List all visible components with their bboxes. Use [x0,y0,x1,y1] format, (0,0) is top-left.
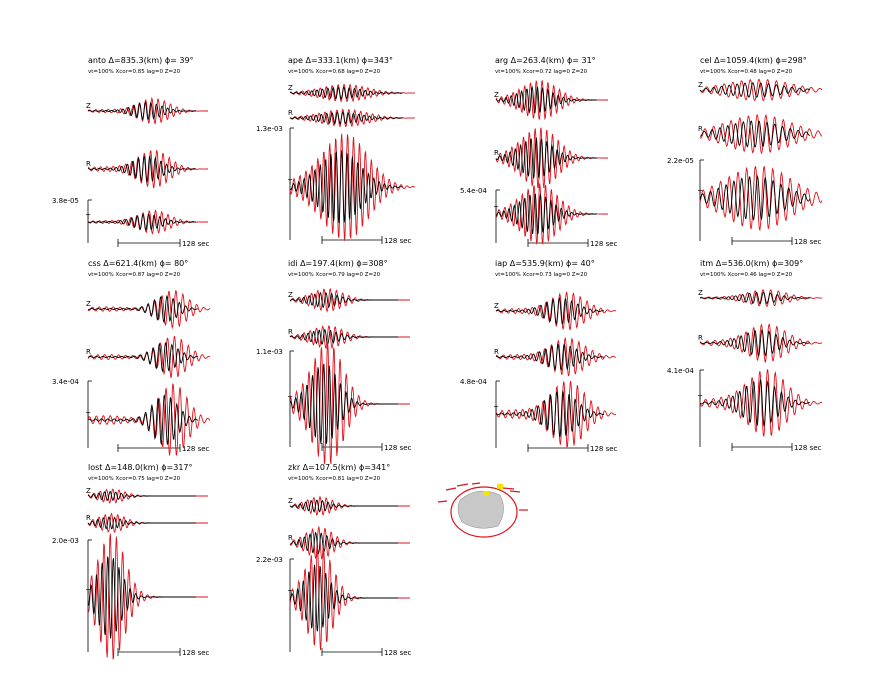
station-panel-lost [52,463,210,659]
time-scale-label: 128 sec [182,445,210,453]
component-label-R: R [288,534,293,542]
panel-title: iap Δ=535.9(km) ϕ= 40° [495,259,595,268]
panel-title: zkr Δ=107.5(km) ϕ=341° [288,463,391,472]
component-label-R: R [288,109,293,117]
focal-mechanism-beachball [438,483,528,537]
time-scale-label: 128 sec [182,649,210,657]
time-scale-label: 128 sec [182,240,210,248]
component-label-R: R [86,348,91,356]
component-label-T: T [288,589,293,597]
station-panel-iap [460,259,618,453]
panel-title: anto Δ=835.3(km) ϕ= 39° [88,56,194,65]
component-label-T: T [698,189,703,197]
component-label-T: T [494,405,499,413]
station-panel-idi [256,259,412,464]
observed-trace-R [88,156,196,182]
synthetic-trace-R [496,338,616,376]
time-scale-label: 128 sec [384,444,412,452]
panel-subtitle: vt=100% Xcor=0.46 lag=0 Z=20 [700,272,793,278]
component-label-T: T [698,394,703,402]
component-label-R: R [494,348,499,356]
amplitude-label: 4.8e-04 [460,378,487,386]
amplitude-label: 2.2e-05 [667,157,694,165]
panel-subtitle: vt=100% Xcor=0.85 lag=0 Z=20 [88,69,181,75]
amplitude-label: 1.1e-03 [256,348,283,356]
panel-title: itm Δ=536.0(km) ϕ=309° [700,259,804,268]
component-label-R: R [494,149,499,157]
component-label-Z: Z [86,487,91,495]
panel-subtitle: vt=100% Xcor=0.68 lag=0 Z=20 [288,69,381,75]
panel-subtitle: vt=100% Xcor=0.73 lag=0 Z=20 [495,272,588,278]
time-scale-label: 128 sec [590,445,618,453]
panel-title: idi Δ=197.4(km) ϕ=308° [288,259,388,268]
panel-subtitle: vt=100% Xcor=0.48 lag=0 Z=20 [700,69,793,75]
amplitude-label: 3.4e-04 [52,378,79,386]
observed-trace-T [700,176,810,219]
observed-trace-R [496,138,597,179]
component-label-Z: Z [698,81,703,89]
observed-trace-T [88,214,196,230]
panel-title: cel Δ=1059.4(km) ϕ=298° [700,56,807,65]
observed-trace-Z [700,292,810,304]
panel-subtitle: vt=100% Xcor=0.87 lag=0 Z=20 [88,272,181,278]
panel-subtitle: vt=100% Xcor=0.72 lag=0 Z=20 [495,69,588,75]
component-label-R: R [86,514,91,522]
observed-trace-R [290,533,398,554]
component-label-Z: Z [288,291,293,299]
component-label-R: R [288,328,293,336]
panel-subtitle: vt=100% Xcor=0.75 lag=0 Z=20 [88,476,181,482]
component-label-Z: Z [288,497,293,505]
panel-title: arg Δ=263.4(km) ϕ= 31° [495,56,596,65]
time-scale-label: 128 sec [384,649,412,657]
component-label-T: T [494,205,499,213]
component-label-T: T [288,395,293,403]
component-label-T: T [288,178,293,186]
time-scale-label: 128 sec [384,237,412,245]
component-label-Z: Z [86,102,91,110]
station-panel-zkr [256,463,412,657]
component-label-Z: Z [494,91,499,99]
amplitude-label: 5.4e-04 [460,187,487,195]
panel-subtitle: vt=100% Xcor=0.81 lag=0 Z=20 [288,476,381,482]
time-scale-label: 128 sec [590,240,618,248]
component-label-Z: Z [86,300,91,308]
station-panel-anto [52,56,210,248]
observed-trace-T [496,194,597,234]
station-panel-ape [256,56,415,245]
amplitude-label: 2.0e-03 [52,537,79,545]
synthetic-trace-T [700,166,822,230]
amplitude-label: 2.2e-03 [256,556,283,564]
observed-trace-T [88,557,196,639]
observed-trace-Z [290,293,398,308]
station-panel-itm [667,259,822,452]
component-label-R: R [698,334,703,342]
station-panel-arg [460,56,618,248]
observed-trace-R [88,343,198,371]
time-scale-label: 128 sec [794,238,822,246]
time-scale-label: 128 sec [794,444,822,452]
component-label-Z: Z [494,302,499,310]
panel-title: lost Δ=148.0(km) ϕ=317° [88,463,193,472]
component-label-T: T [86,213,91,221]
amplitude-label: 1.3e-03 [256,125,283,133]
amplitude-label: 3.8e-05 [52,197,79,205]
observed-trace-R [88,517,196,529]
component-label-Z: Z [288,84,293,92]
observed-trace-Z [88,103,196,120]
component-label-T: T [86,411,91,419]
station-panel-cel [667,56,822,246]
component-label-R: R [86,160,91,168]
panel-title: ape Δ=333.1(km) ϕ=343° [288,56,393,65]
component-label-T: T [86,588,91,596]
observed-trace-R [290,112,403,124]
component-label-R: R [698,125,703,133]
station-panel-css [52,259,210,455]
panel-title: css Δ=621.4(km) ϕ= 80° [88,259,189,268]
component-label-Z: Z [698,289,703,297]
amplitude-label: 4.1e-04 [667,367,694,375]
panel-subtitle: vt=100% Xcor=0.79 lag=0 Z=20 [288,272,381,278]
